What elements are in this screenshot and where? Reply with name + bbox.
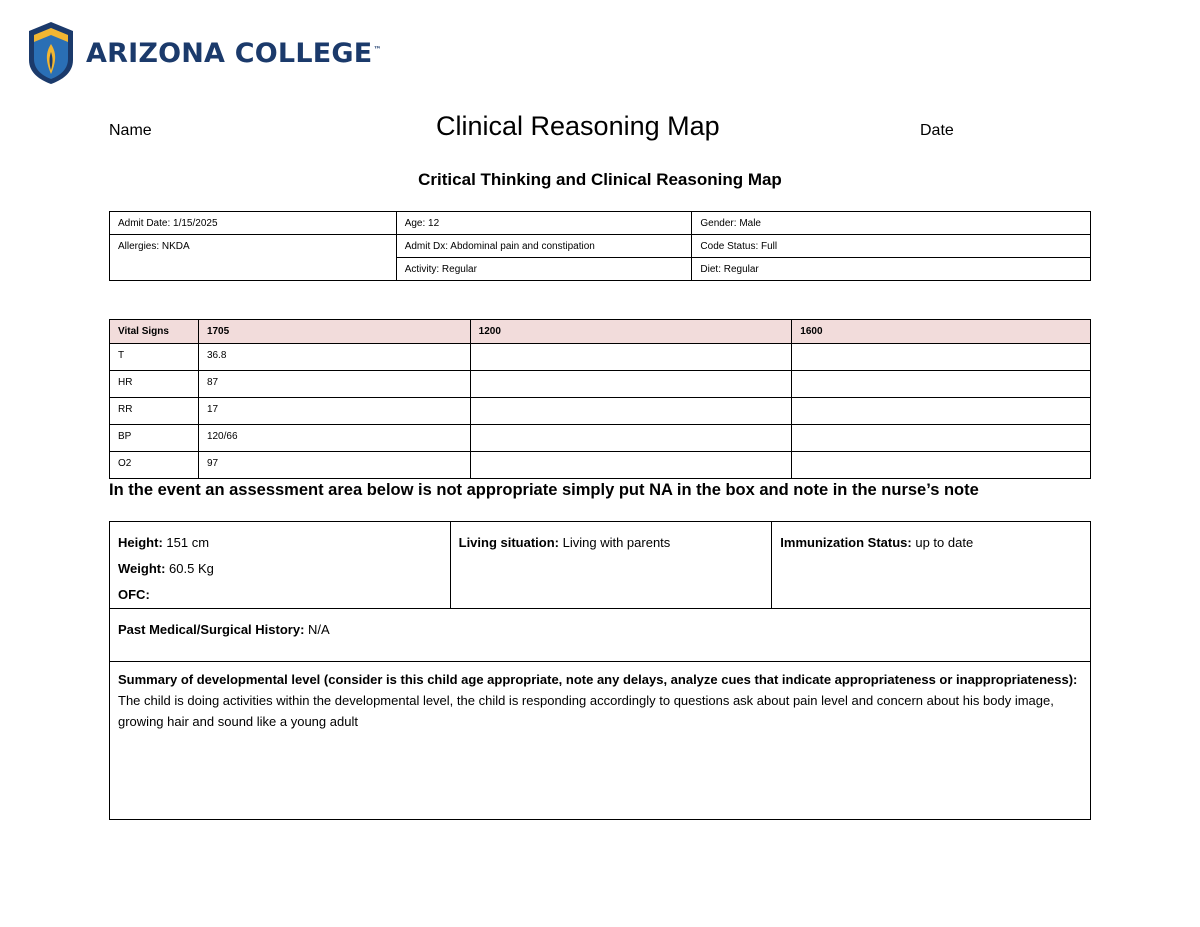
vital-value — [470, 371, 792, 398]
living-situation-cell: Living situation: Living with parents — [450, 522, 772, 609]
vital-value — [470, 452, 792, 479]
vital-value: 17 — [198, 398, 470, 425]
vital-value: 87 — [198, 371, 470, 398]
vital-label: BP — [110, 425, 199, 452]
code-status-cell: Code Status: Full — [692, 235, 1091, 258]
vitals-row — [110, 425, 1091, 452]
logo-text: ARIZONA COLLEGE™ — [86, 37, 382, 69]
vital-signs-table — [109, 319, 1091, 479]
vital-value — [470, 398, 792, 425]
vitals-header-cell: 1200 — [470, 320, 792, 344]
vitals-row — [110, 344, 1091, 371]
subtitle: Critical Thinking and Clinical Reasoning Map — [418, 170, 782, 189]
vital-value — [792, 452, 1091, 479]
allergies-cell: Allergies: NKDA — [110, 235, 397, 258]
growth-cell — [110, 522, 451, 609]
vitals-header-cell: 1600 — [792, 320, 1091, 344]
shield-logo-icon — [26, 20, 76, 86]
vital-value — [470, 344, 792, 371]
admit-date-cell: Admit Date: 1/15/2025 — [110, 212, 397, 235]
developmental-summary-cell: Summary of developmental level (consider is this child age appropriate, note any delays, analyze cues that indicate appropriateness or inappropriateness): The child is doing activities within the developmental level, the child is responding accordingly to questions ask about pain level and concern about his body image, growing hair and sound like a young adult — [110, 662, 1091, 820]
vital-label: T — [110, 344, 199, 371]
ofc-line: OFC: — [118, 587, 150, 602]
vital-label: HR — [110, 371, 199, 398]
arizona-college-logo — [26, 20, 382, 86]
diet-cell: Diet: Regular — [692, 258, 1091, 281]
vital-value — [470, 425, 792, 452]
assessment-table — [109, 521, 1091, 820]
vitals-header-cell: Vital Signs — [110, 320, 199, 344]
vital-value: 97 — [198, 452, 470, 479]
vital-value — [792, 425, 1091, 452]
vital-value — [792, 344, 1091, 371]
medical-history-cell: Past Medical/Surgical History: N/A — [110, 609, 1091, 662]
empty-cell — [110, 258, 397, 281]
vitals-header-cell: 1705 — [198, 320, 470, 344]
vital-value: 36.8 — [198, 344, 470, 371]
admit-info-table — [109, 211, 1091, 281]
immunization-cell: Immunization Status: up to date — [772, 522, 1091, 609]
na-instruction-notice: In the event an assessment area below is not appropriate simply put NA in the box and note in the nurse’s note — [109, 481, 979, 499]
vitals-row — [110, 371, 1091, 398]
height-line: Height: 151 cm — [118, 535, 210, 550]
weight-line: Weight: 60.5 Kg — [118, 561, 214, 576]
gender-cell: Gender: Male — [692, 212, 1091, 235]
vital-label: O2 — [110, 452, 199, 479]
vitals-row — [110, 398, 1091, 425]
vital-label: RR — [110, 398, 199, 425]
vitals-header-row — [110, 320, 1091, 344]
name-label: Name — [109, 122, 152, 139]
vitals-row — [110, 452, 1091, 479]
vital-value: 120/66 — [198, 425, 470, 452]
admit-dx-cell: Admit Dx: Abdominal pain and constipation — [396, 235, 692, 258]
date-label: Date — [920, 122, 954, 139]
activity-cell: Activity: Regular — [396, 258, 692, 281]
age-cell: Age: 12 — [396, 212, 692, 235]
vital-value — [792, 398, 1091, 425]
vital-value — [792, 371, 1091, 398]
page-title: Clinical Reasoning Map — [436, 111, 720, 141]
